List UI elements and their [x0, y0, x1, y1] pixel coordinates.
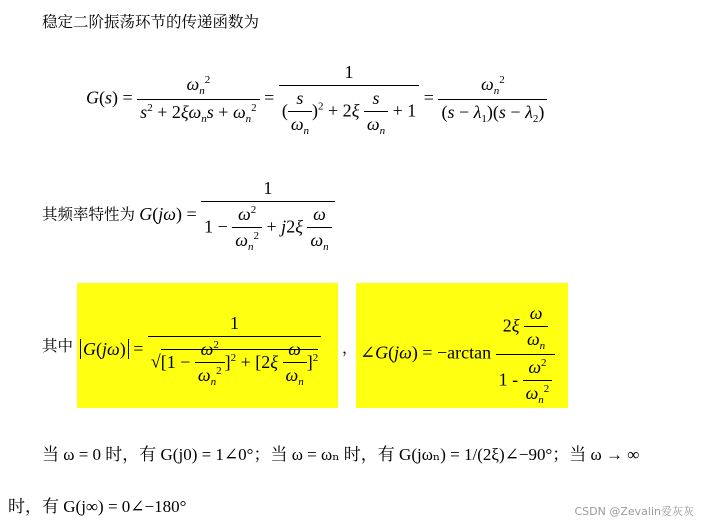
phase-equation: ∠G(jω) = −arctan 2ξ $\frac{\omega}{\omega_n}$ 1 - $\frac{\omega^2}{\omega_n^2}$ [360, 303, 555, 406]
special-values-line-2: 时，有 G(j∞) = 0∠−180° [8, 497, 187, 516]
special-values-line-1: 当 ω = 0 时，有 G(j0) = 1∠0°；当 ω = ωₙ 时，有 G(jωₙ) = 1/(2ξ)∠−90°；当 ω → ∞ [42, 445, 640, 464]
freq-label: 其频率特性为 [42, 205, 136, 224]
where-label: 其中 [42, 337, 74, 355]
comma: ， [342, 339, 358, 357]
heading: 稳定二阶振荡环节的传递函数为 [42, 13, 260, 31]
frequency-equation: G(jω) = 1 1 − $\frac{\omega^2}{\omega_n^2}$ + j2ξ $\frac{\omega}{\omega_n}$ [139, 204, 334, 224]
magnitude-equation: G(jω) = 1 √[1 − $\frac{\omega^2}{\omega_n^2}$ ]$^2$ + [2ξ $\frac{\omega}{\omega_n}$ ]$^2$ [80, 313, 321, 388]
transfer-function-equation: G(s) = $\frac{\omega_n^2}{s^2 + 2\xi\omega_ns + \omega_n^2}$ = 1 ( $\frac{s}{\omega_n}$ )$^2$ + 2ξ $\frac{s}{\omega_n}$ + 1 = $\frac{\omega_n^2}{(s - \lambda_1)(s - \lambda_2)}$ [86, 62, 547, 137]
watermark: CSDN @Zevalin爱灰灰 [574, 505, 694, 518]
frequency-characteristic [42, 178, 335, 253]
